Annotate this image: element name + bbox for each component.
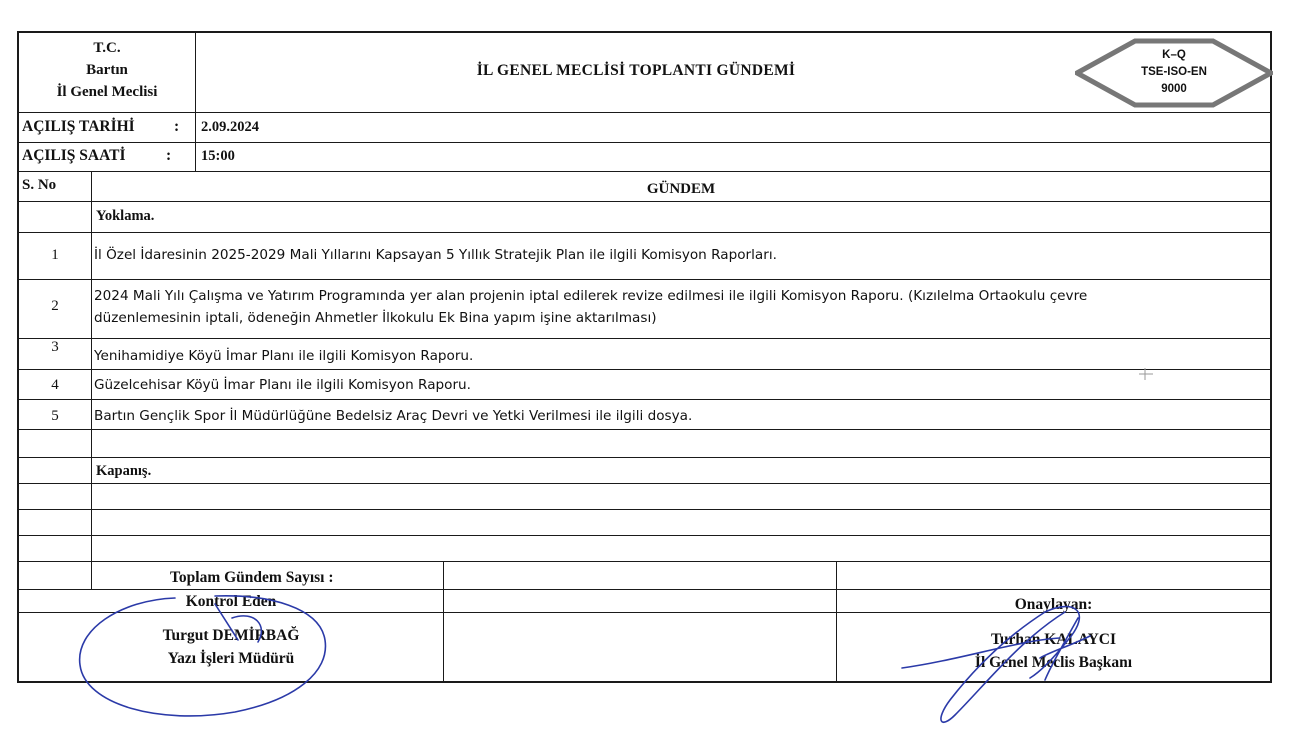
time-value: 15:00 bbox=[201, 148, 235, 164]
iso-badge-number: 9000 bbox=[1161, 83, 1187, 95]
row-number: 4 bbox=[51, 377, 59, 393]
time-label: AÇILIŞ SAATİ bbox=[22, 147, 126, 164]
approve-name: Turhan KALAYCI bbox=[990, 631, 1117, 648]
iso-badge-standard: TSE-ISO-EN bbox=[1141, 66, 1207, 78]
iso-badge-kq: K–Q bbox=[1162, 49, 1186, 61]
column-header-agenda: GÜNDEM bbox=[646, 181, 716, 197]
org-line-city: Bartın bbox=[86, 62, 128, 78]
agenda-text: Yenihamidiye Köyü İmar Planı ile ilgili Komisyon Raporu. bbox=[94, 348, 474, 364]
opening-item: Yoklama. bbox=[96, 208, 155, 224]
row-number: 1 bbox=[51, 247, 59, 263]
date-separator: : bbox=[174, 118, 180, 135]
row-number: 2 bbox=[51, 298, 59, 314]
approve-title: İl Genel Meclis Başkanı bbox=[974, 654, 1133, 671]
row-number: 5 bbox=[51, 408, 59, 424]
org-line-tc: T.C. bbox=[93, 40, 121, 56]
agenda-text-continued: düzenlemesinin iptali, ödeneğin Ahmetler İlkokulu Ek Bina yapım işine aktarılması) bbox=[94, 310, 657, 326]
time-separator: : bbox=[166, 147, 172, 164]
iso-badge bbox=[1075, 38, 1273, 108]
control-label: Kontrol Eden bbox=[185, 593, 277, 610]
agenda-text: İl Özel İdaresinin 2025-2029 Mali Yıllarını Kapsayan 5 Yıllık Stratejik Plan ile ilgili Komisyon Raporları. bbox=[94, 247, 777, 263]
date-value: 2.09.2024 bbox=[201, 119, 259, 135]
control-title: Yazı İşleri Müdürü bbox=[167, 650, 295, 667]
total-agenda-label: Toplam Gündem Sayısı : bbox=[170, 569, 334, 586]
date-label: AÇILIŞ TARİHİ bbox=[22, 118, 135, 135]
org-line-council: İl Genel Meclisi bbox=[56, 84, 158, 100]
row-number: 3 bbox=[51, 339, 59, 355]
page-title: İL GENEL MECLİSİ TOPLANTI GÜNDEMİ bbox=[476, 62, 796, 79]
column-header-no: S. No bbox=[22, 177, 57, 193]
agenda-text: 2024 Mali Yılı Çalışma ve Yatırım Programında yer alan projenin iptal edilerek revize edilmesi ile ilgili Komisyon Raporu. (Kızılelma Ortaokulu çevre bbox=[94, 288, 1088, 304]
approve-label: Onaylayan: bbox=[1014, 596, 1093, 613]
closing-item: Kapanış. bbox=[96, 463, 152, 479]
agenda-text: Güzelcehisar Köyü İmar Planı ile ilgili Komisyon Raporu. bbox=[94, 377, 471, 393]
agenda-text: Bartın Gençlik Spor İl Müdürlüğüne Bedelsiz Araç Devri ve Yetki Verilmesi ile ilgili dosya. bbox=[94, 408, 693, 424]
control-name: Turgut DEMİRBAĞ bbox=[162, 627, 300, 644]
